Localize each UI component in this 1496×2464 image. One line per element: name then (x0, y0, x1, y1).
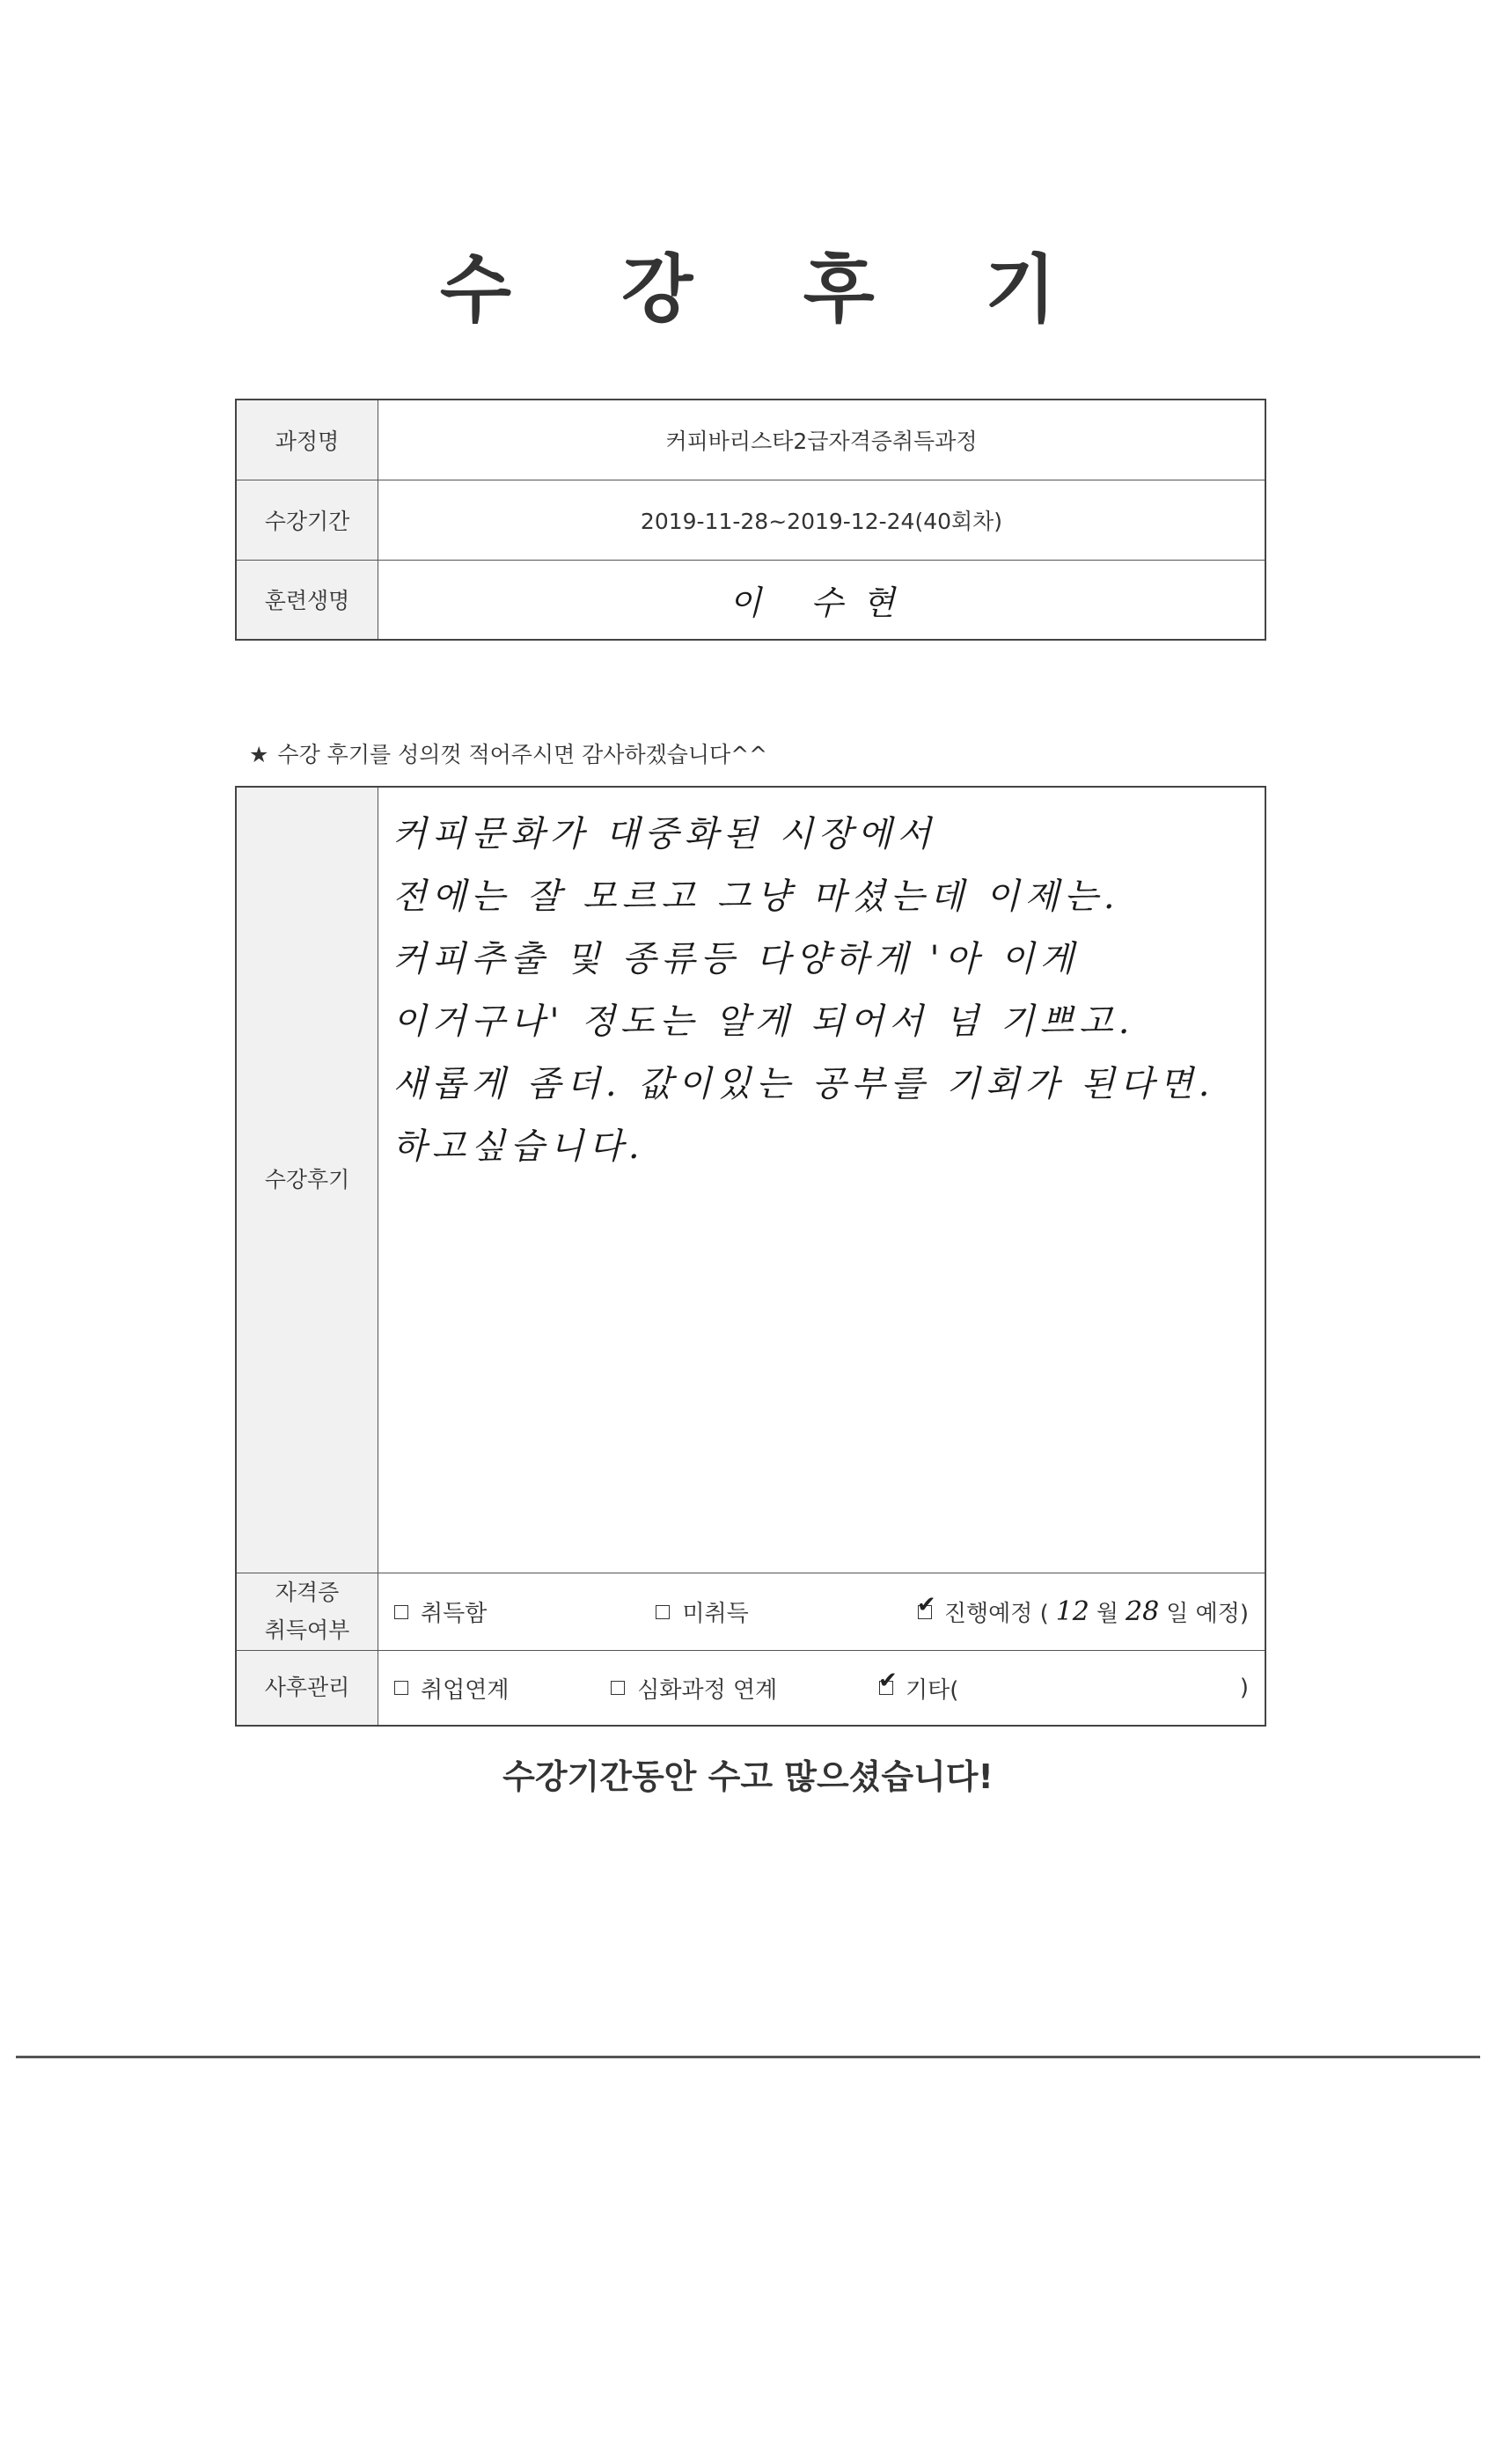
footer-message: 수강기간동안 수고 많으셨습니다! (502, 1757, 994, 1796)
option-advanced-course[interactable] (611, 1672, 777, 1705)
review-line: 커피문화가 대중화된 시장에서 (392, 814, 936, 854)
option-other-label: 기타( (906, 1676, 959, 1704)
period-row (236, 480, 1265, 560)
certification-label-line2: 취득여부 (264, 1617, 350, 1643)
option-scheduled-label: 진행예정 ( (943, 1601, 1049, 1627)
review-line: 커피추출 및 종류등 다양하게 '아 이게 (392, 939, 1080, 979)
trainee-cell (378, 560, 1266, 640)
option-acquired[interactable] (394, 1595, 487, 1628)
instruction-text: 수강 후기를 성의껏 적어주시면 감사하겠습니다^^ (277, 742, 768, 767)
trainee-row (236, 560, 1265, 640)
certification-options (378, 1573, 1266, 1651)
course-row (236, 400, 1265, 480)
option-not-acquired[interactable] (656, 1595, 748, 1628)
certification-label-line1: 자격증 (275, 1580, 340, 1605)
month-unit: 월 (1096, 1601, 1119, 1627)
page-title: 수 강 후 기 (439, 246, 1099, 333)
trainee-label: 훈련생명 (236, 560, 378, 640)
checked-checkbox-icon[interactable] (918, 1605, 932, 1619)
option-advanced-course-label: 심화과정 연계 (637, 1676, 778, 1704)
checked-checkbox-icon[interactable] (879, 1681, 893, 1695)
checkbox-icon[interactable] (656, 1605, 670, 1619)
certification-label (236, 1573, 378, 1651)
option-job-link[interactable] (394, 1672, 509, 1705)
review-line: 새롭게 좀더. 값이있는 공부를 기회가 된다면. (392, 1064, 1215, 1104)
option-job-link-label: 취업연계 (421, 1676, 510, 1704)
aftercare-row (236, 1651, 1265, 1727)
checkbox-icon[interactable] (394, 1681, 408, 1695)
checkbox-icon[interactable] (394, 1605, 408, 1619)
option-acquired-label: 취득함 (421, 1601, 488, 1627)
page-bottom-rule (16, 2056, 1480, 2058)
review-line: 전에는 잘 모르고 그냥 마셨는데 이제는. (392, 876, 1120, 917)
review-line: 이거구나' 정도는 알게 되어서 넘 기쁘고. (392, 1001, 1135, 1042)
certification-row (236, 1573, 1265, 1651)
aftercare-options (378, 1651, 1266, 1727)
course-label: 과정명 (236, 400, 378, 480)
option-scheduled[interactable] (918, 1595, 1249, 1628)
period-value: 2019-11-28~2019-12-24(40회차) (378, 480, 1266, 560)
review-body (378, 787, 1266, 1573)
scheduled-day: 28 (1126, 1596, 1160, 1627)
option-other-close: ) (1239, 1675, 1249, 1701)
aftercare-label: 사후관리 (236, 1651, 378, 1727)
option-not-acquired-label: 미취득 (682, 1601, 749, 1627)
course-info-table (235, 399, 1266, 641)
checkbox-icon[interactable] (611, 1681, 625, 1695)
option-other[interactable] (879, 1672, 1249, 1705)
star-icon: ★ (249, 742, 269, 767)
scheduled-month: 12 (1055, 1596, 1089, 1627)
day-unit: 일 예정) (1166, 1601, 1249, 1627)
period-label: 수강기간 (236, 480, 378, 560)
course-value: 커피바리스타2급자격증취득과정 (378, 400, 1266, 480)
review-row (236, 787, 1265, 1573)
review-line: 하고싶습니다. (392, 1126, 645, 1167)
review-label: 수강후기 (236, 787, 378, 1573)
instruction-note (249, 737, 767, 769)
review-table (235, 786, 1266, 1727)
trainee-name-handwritten: 이 수현 (729, 583, 914, 622)
